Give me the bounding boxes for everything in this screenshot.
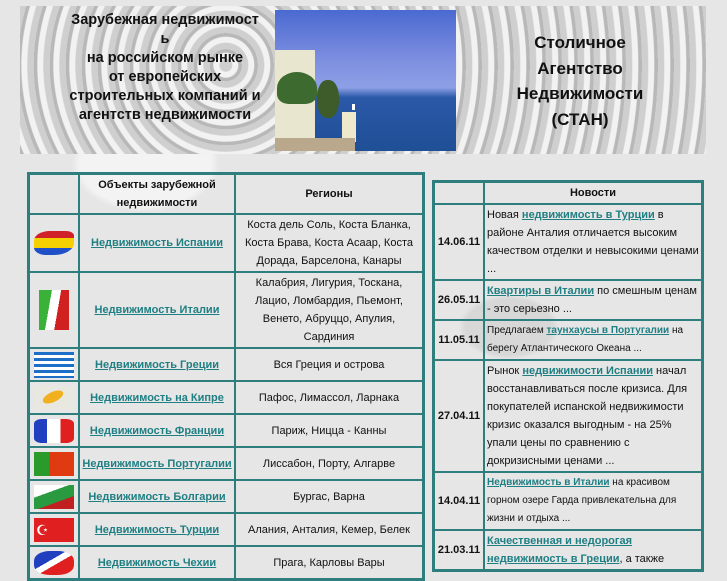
link-greece[interactable]: Недвижимость Греции (95, 358, 219, 371)
regions-cell: Алания, Анталия, Кемер, Белек (235, 513, 423, 546)
link-turkey[interactable]: Недвижимость Турции (94, 523, 220, 536)
objects-table (27, 172, 425, 581)
news-date: 11.05.11 (434, 320, 484, 360)
news-text: Рынок (487, 365, 523, 377)
regions-cell: Коста дель Соль, Коста Бланка, Коста Брава, Коста Асаар, Коста Дорада, Барселона, Канары (235, 214, 423, 272)
table-row (29, 480, 423, 513)
banner-tagline (60, 11, 270, 125)
regions-cell: Калабрия, Лигурия, Тоскана, Лацио, Ломбардия, Пьемонт, Венето, Абруццо, Апулия, Сардиния (235, 272, 423, 348)
news-text: на берегу Атлантического Океана ... (487, 325, 684, 354)
tagline-line: ь (160, 31, 170, 47)
news-date: 26.05.11 (434, 280, 484, 320)
table-row (29, 414, 423, 447)
news-text: по смешным ценам - это серьезно ... (487, 285, 697, 315)
regions-cell: Париж, Ницца - Канны (235, 414, 423, 447)
news-text: на красивом горном озере Гарда привлекательна для жизни и отдыха ... (487, 477, 677, 524)
header-empty-cell (434, 182, 484, 204)
tagline-line: агентств недвижимости (78, 107, 252, 123)
cyprus-flag-icon (34, 386, 74, 410)
news-text: начал восстанавливаться после кризиса. Для покупателей испанской недвижимости кризис оказался выгодным - на 25% упали цены по сравнению с докризисными ценами ... (487, 365, 688, 467)
agency-line: Недвижимости (516, 84, 644, 103)
news-item (434, 360, 702, 472)
news-link[interactable]: Квартиры в Италии (487, 285, 595, 297)
spain-flag-icon (34, 231, 74, 255)
news-text: Предлагаем (487, 325, 547, 336)
news-item (434, 320, 702, 360)
agency-line: Агентство (537, 58, 623, 78)
news-link[interactable]: Недвижимость в Италии (487, 477, 610, 488)
tagline-line: от европейских (108, 69, 222, 85)
news-link[interactable]: недвижимость в Турции (521, 209, 655, 221)
regions-cell: Бургас, Варна (235, 480, 423, 513)
link-portugal[interactable]: Недвижимость Португалии (82, 457, 232, 470)
czech-flag-icon (34, 551, 74, 575)
greece-flag-icon (34, 352, 74, 378)
news-date: 14.06.11 (434, 204, 484, 280)
news-item (434, 280, 702, 320)
news-date: 21.03.11 (434, 530, 484, 570)
news-table (432, 180, 704, 572)
header-objects: Объекты зарубежной недвижимости (79, 174, 235, 214)
italy-map-icon (39, 290, 69, 330)
tagline-line: строительных компаний и (69, 88, 261, 104)
news-item (434, 472, 702, 530)
france-flag-icon (34, 419, 74, 443)
seaside-photo (275, 10, 456, 151)
table-row (29, 513, 423, 546)
table-row (29, 348, 423, 381)
news-text: , а также (619, 553, 665, 565)
table-row (29, 272, 423, 348)
link-cyprus[interactable]: Недвижимость на Кипре (90, 391, 224, 404)
table-row (29, 546, 423, 579)
regions-cell: Вся Греция и острова (235, 348, 423, 381)
news-link[interactable]: Качественная и недорогая недвижимость в Греции (487, 535, 633, 565)
link-france[interactable]: Недвижимость Франции (89, 424, 225, 437)
news-text: Новая (487, 209, 522, 221)
bulgaria-flag-icon (34, 485, 74, 509)
table-row (29, 214, 423, 272)
link-spain[interactable]: Недвижимость Испании (91, 237, 223, 249)
link-czech[interactable]: Недвижимость Чехии (97, 556, 217, 569)
header-regions: Регионы (235, 174, 423, 214)
header-empty-cell (29, 174, 79, 214)
agency-name (500, 30, 660, 132)
link-bulgaria[interactable]: Недвижимость Болгарии (88, 490, 226, 503)
agency-line: Столичное (534, 33, 626, 52)
link-italy[interactable]: Недвижимость Италии (94, 304, 220, 316)
table-row (29, 381, 423, 414)
news-date: 14.04.11 (434, 472, 484, 530)
regions-cell: Прага, Карловы Вары (235, 546, 423, 579)
news-date: 27.04.11 (434, 360, 484, 472)
regions-cell: Лиссабон, Порту, Алгарве (235, 447, 423, 480)
turkey-flag-icon: ☪ (34, 518, 74, 542)
table-row (29, 447, 423, 480)
news-link[interactable]: недвижимости Испании (522, 365, 653, 377)
news-header: Новости (484, 182, 702, 204)
regions-cell: Пафос, Лимассол, Ларнака (235, 381, 423, 414)
agency-line: (СТАН) (551, 109, 609, 129)
tagline-line: на российском рынке (86, 50, 244, 66)
tagline-line: Зарубежная недвижимост (71, 12, 259, 28)
news-item (434, 204, 702, 280)
portugal-flag-icon (34, 452, 74, 476)
news-link[interactable]: таунхаусы в Португалии (546, 325, 670, 336)
header-banner (20, 6, 706, 154)
news-text: в районе Анталия отличается высоким качеством отделки и невысокими ценами ... (487, 209, 699, 275)
news-item (434, 530, 702, 570)
